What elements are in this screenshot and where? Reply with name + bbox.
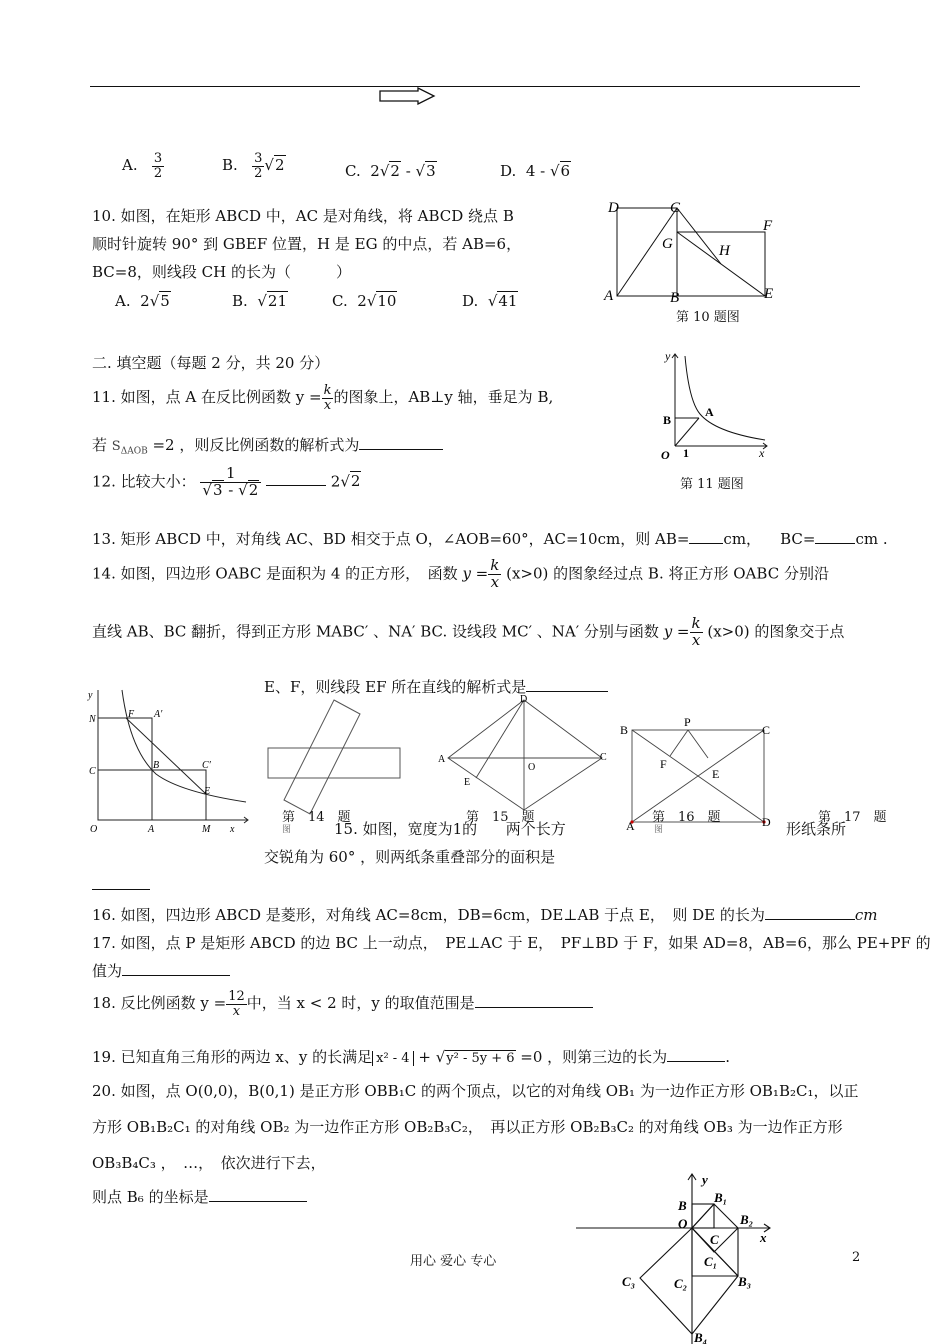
fig14-label-A: A bbox=[148, 824, 155, 834]
fig16-label-D: D bbox=[762, 815, 771, 829]
q9-option-a: A. $\frac{3}{2}$ bbox=[122, 151, 163, 181]
fig10-label-G: G bbox=[662, 236, 673, 252]
fig15-label-D: D bbox=[520, 694, 528, 705]
fig11-label-O: O bbox=[661, 448, 670, 462]
fig17-caption: 第 17 题 bbox=[818, 810, 887, 825]
q14-line1: 14. 如图，四边形 OABC 是面积为 4 的正方形， 函数 y = $\frac{k}{x}$ (x>0) 的图象经过点 B. 将正方形 OABC 分别沿 bbox=[92, 556, 829, 591]
q10-option-c: C. 2√10 bbox=[332, 292, 397, 310]
footer-text: 用心 爱心 专心 bbox=[410, 1254, 497, 1269]
fig10-label-B: B bbox=[670, 290, 680, 306]
q11-line2: 若 $S_{\Delta AOB} =2$ ，则反比例函数的解析式为 bbox=[92, 434, 443, 457]
fig16-caption: 第 16 题 bbox=[652, 810, 721, 825]
arrow-icon bbox=[378, 87, 436, 105]
figure-14 bbox=[84, 686, 254, 834]
fig20-label-C: C bbox=[710, 1232, 719, 1247]
fig14-label-N: N bbox=[89, 714, 96, 725]
fig14-label-B: B bbox=[153, 760, 160, 771]
q14-line3: E、F，则线段 EF 所在直线的解析式是 bbox=[264, 676, 608, 697]
fig14-label-C1: C′ bbox=[202, 760, 211, 771]
q10-option-b: B. √21 bbox=[232, 292, 287, 310]
fig14-label-E: E bbox=[204, 786, 211, 797]
fig10-label-A: A bbox=[604, 288, 614, 304]
q16-line: 16. 如图，四边形 ABCD 是菱形，对角线 AC=8cm，DB=6cm，DE⊥AB 于点 E， 则 DE 的长为 cm bbox=[92, 906, 878, 924]
fig14-label-M: M bbox=[202, 824, 211, 834]
q15-line1: 15. 如图，宽度为1的 两个长方 bbox=[334, 820, 566, 838]
fig10-label-F: F bbox=[763, 218, 773, 234]
fig14-label-x: x bbox=[230, 824, 235, 834]
q10-option-a: A. 2√5 bbox=[115, 292, 170, 310]
q10-line1: 10. 如图，在矩形 ABCD 中，AC 是对角线，将 ABCD 绕点 B bbox=[92, 207, 514, 225]
fig16-caption-tu: 图 bbox=[654, 825, 664, 835]
figure-20 bbox=[574, 1170, 774, 1344]
q15-line1-end: 形纸条所 bbox=[786, 820, 847, 838]
fig20-label-C3: C₃ bbox=[622, 1274, 636, 1289]
fig10-label-E: E bbox=[764, 286, 774, 302]
q17-line1: 17. 如图，点 P 是矩形 ABCD 的边 BC 上一动点， PE⊥AC 于 E， PF⊥BD 于 F，如果 AD=8，AB=6，那么 PE+PF 的 bbox=[92, 934, 931, 952]
q20-line2: 方形 OB₁B₂C₁ 的对角线 OB₂ 为一边作正方形 OB₂B₃C₂， 再以正方形 OB₂B₃C₂ 的对角线 OB₃ 为一边作正方形 bbox=[92, 1118, 843, 1136]
fig11-caption: 第 11 题图 bbox=[680, 477, 744, 492]
fig10-label-D: D bbox=[608, 200, 619, 216]
fig14-label-y: y bbox=[88, 690, 93, 701]
q10-line3: BC=8，则线段 CH 的长为（ ） bbox=[92, 263, 351, 281]
fig11-label-x: x bbox=[759, 446, 765, 460]
fig20-label-B1: B₁ bbox=[714, 1190, 728, 1205]
q9-option-c: C. 2√2 - √3 bbox=[345, 162, 436, 180]
fig16-label-F: F bbox=[660, 757, 667, 771]
figure-16 bbox=[436, 692, 614, 812]
fig16-label-C: C bbox=[762, 723, 771, 737]
fig10-caption: 第 10 题图 bbox=[676, 310, 740, 325]
q10-option-d: D. √41 bbox=[462, 292, 518, 310]
fig11-label-1: 1 bbox=[683, 446, 689, 460]
figure-10 bbox=[600, 196, 790, 308]
fig20-label-C2: C₂ bbox=[674, 1276, 688, 1291]
fig20-label-O: O bbox=[678, 1216, 688, 1231]
q18-line: 18. 反比例函数 y = $\frac{12}{x}$ 中，当 x < 2 时，y 的取值范围是 bbox=[92, 990, 593, 1018]
fig11-label-B: B bbox=[663, 413, 672, 427]
q14-line2: 直线 AB、BC 翻折，得到正方形 MABC′ 、NA′ BC. 设线段 MC′ 、NA′ 分别与函数 y = $\frac{k}{x}$ (x>0) 的图象交于点 bbox=[92, 614, 845, 649]
fig20-label-B: B bbox=[678, 1198, 687, 1213]
page-number: 2 bbox=[852, 1250, 861, 1265]
q11-line1: 11. 如图，点 A 在反比例函数 y = $\frac{k}{x}$ 的图象上，AB⊥y 轴，垂足为 B, bbox=[92, 383, 554, 413]
q9-option-d: D. 4 - √6 bbox=[500, 162, 571, 180]
fig10-label-H: H bbox=[719, 243, 730, 259]
fig14-label-O: O bbox=[90, 824, 98, 834]
q19-line: 19. 已知直角三角形的两边 x、y 的长满足 x² - 4 + √y² - 5y + 6 =0 ，则第三边的长为 . bbox=[92, 1048, 730, 1066]
q12-line: 12. 比较大小： $\frac{1}{√3 - √2}$ 2√2 bbox=[92, 464, 361, 499]
header-rule bbox=[90, 86, 860, 87]
fig15-label-E: E bbox=[464, 777, 471, 788]
q17-line2: 值为 bbox=[92, 960, 230, 981]
fig14-caption-tu: 图 bbox=[282, 825, 292, 835]
fig11-label-y: y bbox=[665, 349, 671, 363]
fig10-label-C: C bbox=[670, 200, 681, 216]
q13-line: 13. 矩形 ABCD 中，对角线 AC、BD 相交于点 O，∠AOB=60°，AC=10cm，则 AB= cm， BC= cm . bbox=[92, 530, 888, 548]
fig14-caption: 第 14 题 bbox=[282, 810, 351, 825]
q10-line2: 顺时针旋转 90° 到 GBEF 位置，H 是 EG 的中点，若 AB=6， bbox=[92, 235, 522, 253]
fig20-label-B3: B₃ bbox=[738, 1274, 752, 1289]
figure-15 bbox=[262, 696, 410, 820]
q15-answer-blank bbox=[92, 874, 150, 894]
fig15-label-C: C bbox=[600, 752, 607, 763]
fig20-label-C1: C₁ bbox=[704, 1254, 718, 1269]
q9-option-b: B. $\frac{3}{2}$ √2 bbox=[222, 151, 285, 181]
fig16-label-E: E bbox=[712, 767, 720, 781]
fig20-label-y: y bbox=[702, 1172, 708, 1187]
q20-line3: OB₃B₄C₃ ， …， 依次进行下去， bbox=[92, 1154, 326, 1172]
section2-title: 二. 填空题（每题 2 分，共 20 分） bbox=[92, 354, 330, 372]
fig15-label-A: A bbox=[438, 754, 446, 765]
fig16-label-A: A bbox=[626, 819, 635, 832]
fig20-label-B4: B₄ bbox=[694, 1330, 708, 1344]
fig15-label-O: O bbox=[528, 762, 536, 773]
fig16-label-B: B bbox=[620, 723, 629, 737]
q20-line1: 20. 如图，点 O(0,0)，B(0,1) 是正方形 OBB₁C 的两个顶点，以它的对角线 OB₁ 为一边作正方形 OB₁B₂C₁，以正 bbox=[92, 1082, 859, 1100]
q20-line4: 则点 B₆ 的坐标是 bbox=[92, 1186, 307, 1207]
fig20-label-x: x bbox=[760, 1230, 767, 1245]
fig14-label-F: F bbox=[128, 709, 135, 720]
q15-line2: 交锐角为 60° ，则两纸条重叠部分的面积是 bbox=[264, 848, 556, 866]
fig14-label-A1: A′ bbox=[154, 709, 163, 720]
fig11-label-A: A bbox=[705, 405, 714, 419]
fig16-label-P: P bbox=[684, 715, 691, 729]
fig14-label-C: C bbox=[89, 766, 96, 777]
figure-11 bbox=[655, 346, 773, 464]
fig20-label-B2: B₂ bbox=[740, 1212, 754, 1227]
fig15-caption: 第 15 题 bbox=[466, 810, 535, 825]
